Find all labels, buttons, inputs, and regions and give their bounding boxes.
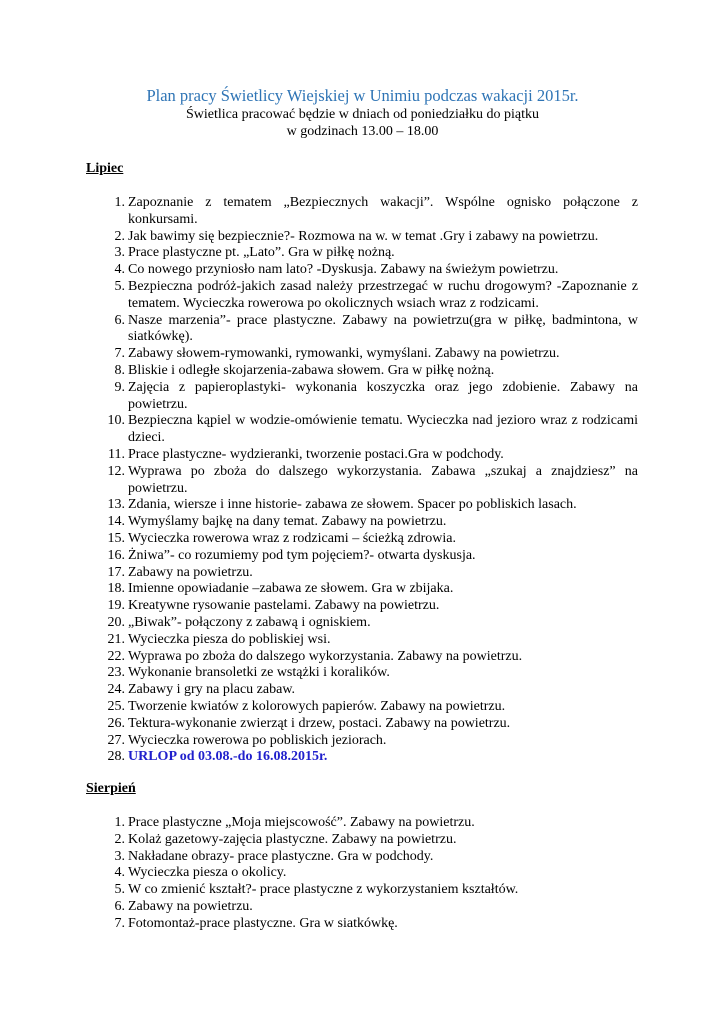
list-item-text: Bliskie i odległe skojarzenia-zabawa słowem. Gra w piłkę nożną. — [128, 362, 495, 378]
list-item-number: 8. — [114, 362, 125, 378]
list-item-text: Zapoznanie z tematem „Bezpiecznych wakacji”. Wspólne ognisko połączone z konkursami. — [128, 195, 638, 227]
list-item-number: 14. — [107, 514, 125, 530]
list-item-number: 9. — [114, 379, 125, 395]
list-item-text: Zabawy na powietrzu. — [128, 564, 253, 580]
list-item-number: 7. — [114, 915, 125, 931]
list-item-text: Prace plastyczne pt. „Lato”. Gra w piłkę nożną. — [128, 245, 395, 261]
lipiec-activity-list — [86, 195, 638, 766]
list-item-number: 4. — [114, 865, 125, 881]
list-item — [86, 514, 638, 531]
list-item-number: 19. — [107, 598, 125, 614]
list-item-text: Zabawy i gry na placu zabaw. — [128, 682, 296, 698]
list-item — [86, 245, 638, 262]
list-item-number: 17. — [107, 564, 125, 580]
list-item-number: 7. — [114, 346, 125, 362]
section-heading-sierpien: Sierpień — [86, 781, 136, 796]
list-item — [86, 699, 638, 716]
list-item-text: Zabawy słowem-rymowanki, rymowanki, wymyślani. Zabawy na powietrzu. — [128, 346, 560, 362]
list-item — [86, 565, 638, 582]
list-item — [86, 279, 638, 313]
list-item-text: Nasze marzenia”- prace plastyczne. Zabawy na powietrzu(gra w piłkę, badmintona, w siatkówkę). — [128, 312, 638, 345]
schedule-days: Świetlica pracować będzie w dniach od poniedziałku do piątku — [186, 107, 539, 122]
list-item-text: Prace plastyczne- wydzieranki, tworzenie postaci.Gra w podchody. — [128, 446, 504, 462]
list-item — [86, 447, 638, 464]
list-item — [86, 464, 638, 498]
list-item — [86, 346, 638, 363]
schedule-hours: w godzinach 13.00 – 18.00 — [286, 124, 439, 139]
list-item — [86, 649, 638, 666]
list-item-text: Tworzenie kwiatów z kolorowych papierów. Zabawy na powietrzu. — [128, 698, 506, 714]
list-item — [86, 531, 638, 548]
list-item-number: 12. — [107, 463, 125, 479]
list-item-text: Prace plastyczne „Moja miejscowość”. Zabawy na powietrzu. — [128, 815, 475, 830]
list-item — [86, 682, 638, 699]
list-item — [86, 832, 638, 849]
list-item-text: Bezpieczna kąpiel w wodzie-omówienie tematu. Wycieczka nad jezioro wraz z rodzicami dzieci. — [128, 413, 638, 446]
list-item-number: 16. — [107, 547, 125, 563]
list-item-text: Zabawy na powietrzu. — [128, 898, 253, 914]
list-item-text: W co zmienić kształt?- prace plastyczne z wykorzystaniem kształtów. — [128, 882, 519, 898]
list-item-number: 20. — [107, 614, 125, 630]
list-item — [86, 598, 638, 615]
list-item-number: 28. — [107, 749, 125, 765]
list-item-number: 1. — [114, 815, 125, 830]
list-item — [86, 380, 638, 414]
list-item-text: Wyprawa po zboża do dalszego wykorzystania. Zabawa „szukaj a znajdziesz” na powietrzu. — [128, 463, 638, 496]
list-item-number: 18. — [107, 581, 125, 597]
list-item — [86, 665, 638, 682]
list-item — [86, 899, 638, 916]
list-item-text: Wycieczka rowerowa po pobliskich jeziorach. — [128, 732, 387, 748]
list-item — [86, 815, 638, 832]
list-item — [86, 632, 638, 649]
list-item — [86, 882, 638, 899]
list-item-number: 24. — [107, 682, 125, 698]
list-item — [86, 195, 638, 229]
list-item — [86, 716, 638, 733]
list-item-number: 15. — [107, 530, 125, 546]
list-item-number: 6. — [114, 898, 125, 914]
list-item-text: Imienne opowiadanie –zabawa ze słowem. Gra w zbijaka. — [128, 581, 454, 597]
list-item-text: Wykonanie bransoletki ze wstążki i koralików. — [128, 665, 390, 681]
list-item-number: 26. — [107, 715, 125, 731]
list-item-text: Nakładane obrazy- prace plastyczne. Gra w podchody. — [128, 848, 434, 864]
list-item-number: 1. — [114, 195, 125, 210]
list-item-text: „Biwak”- połączony z zabawą i ogniskiem. — [128, 614, 371, 630]
list-item-text: Tektura-wykonanie zwierząt i drzew, postaci. Zabawy na powietrzu. — [128, 715, 511, 731]
list-item-text: Wycieczka piesza o okolicy. — [128, 865, 287, 881]
list-item-text: Wycieczka piesza do pobliskiej wsi. — [128, 631, 331, 647]
list-item-number: 2. — [114, 831, 125, 847]
list-item-text: Wymyślamy bajkę na dany temat. Zabawy na powietrzu. — [128, 514, 447, 530]
list-item — [86, 733, 638, 750]
list-item-number: 25. — [107, 698, 125, 714]
list-item — [86, 849, 638, 866]
list-item-text: Żniwa”- co rozumiemy pod tym pojęciem?- otwarta dyskusja. — [128, 547, 476, 563]
list-item-number: 5. — [114, 278, 125, 294]
list-item — [86, 548, 638, 565]
list-item — [86, 363, 638, 380]
list-item — [86, 916, 638, 933]
list-item-number: 22. — [107, 648, 125, 664]
list-item — [86, 865, 638, 882]
list-item-text: Co nowego przyniosło nam lato? -Dyskusja. Zabawy na świeżym powietrzu. — [128, 262, 559, 278]
list-item-number: 13. — [107, 497, 125, 513]
list-item-text: Kolaż gazetowy-zajęcia plastyczne. Zabawy na powietrzu. — [128, 831, 457, 847]
list-item-number: 5. — [114, 882, 125, 898]
list-item-text: Kreatywne rysowanie pastelami. Zabawy na powietrzu. — [128, 598, 440, 614]
list-item — [86, 581, 638, 598]
sierpien-activity-list — [86, 815, 638, 933]
list-item-text: Bezpieczna podróż-jakich zasad należy przestrzegać w ruchu drogowym? -Zapoznanie z tematem. Wycieczka rowerowa po okolicznych wsiach wraz z rodzicami. — [128, 278, 638, 311]
list-item — [86, 229, 638, 246]
list-item — [86, 413, 638, 447]
list-item-text: Wyprawa po zboża do dalszego wykorzystania. Zabawy na powietrzu. — [128, 648, 523, 664]
document-title: Plan pracy Świetlicy Wiejskiej w Unimiu podczas wakacji 2015r. — [146, 86, 579, 105]
section-heading-lipiec: Lipiec — [86, 161, 124, 176]
list-item-number: 6. — [114, 312, 125, 328]
list-item-number: 11. — [108, 446, 125, 462]
list-item-number: 23. — [107, 665, 125, 681]
list-item-number: 10. — [107, 413, 125, 429]
list-item — [86, 313, 638, 347]
list-item-number: 27. — [107, 732, 125, 748]
list-item — [86, 497, 638, 514]
list-item — [86, 615, 638, 632]
list-item-text: Wycieczka rowerowa wraz z rodzicami – ścieżką zdrowia. — [128, 530, 456, 546]
list-item-number: 4. — [114, 262, 125, 278]
list-item-number: 3. — [114, 848, 125, 864]
list-item-text: Jak bawimy się bezpiecznie?- Rozmowa na w. w temat .Gry i zabawy na powietrzu. — [128, 228, 599, 244]
list-item — [86, 749, 638, 766]
list-item-number: 3. — [114, 245, 125, 261]
list-item-text: Zdania, wiersze i inne historie- zabawa ze słowem. Spacer po pobliskich lasach. — [128, 497, 577, 513]
list-item — [86, 262, 638, 279]
list-item-text: Zajęcia z papieroplastyki- wykonania koszyczka oraz jego zdobienie. Zabawy na powietrzu. — [128, 379, 638, 412]
list-item-text: URLOP od 03.08.-do 16.08.2015r. — [128, 749, 328, 765]
list-item-number: 2. — [114, 228, 125, 244]
list-item-number: 21. — [107, 631, 125, 647]
list-item-text: Fotomontaż-prace plastyczne. Gra w siatkówkę. — [128, 915, 398, 931]
